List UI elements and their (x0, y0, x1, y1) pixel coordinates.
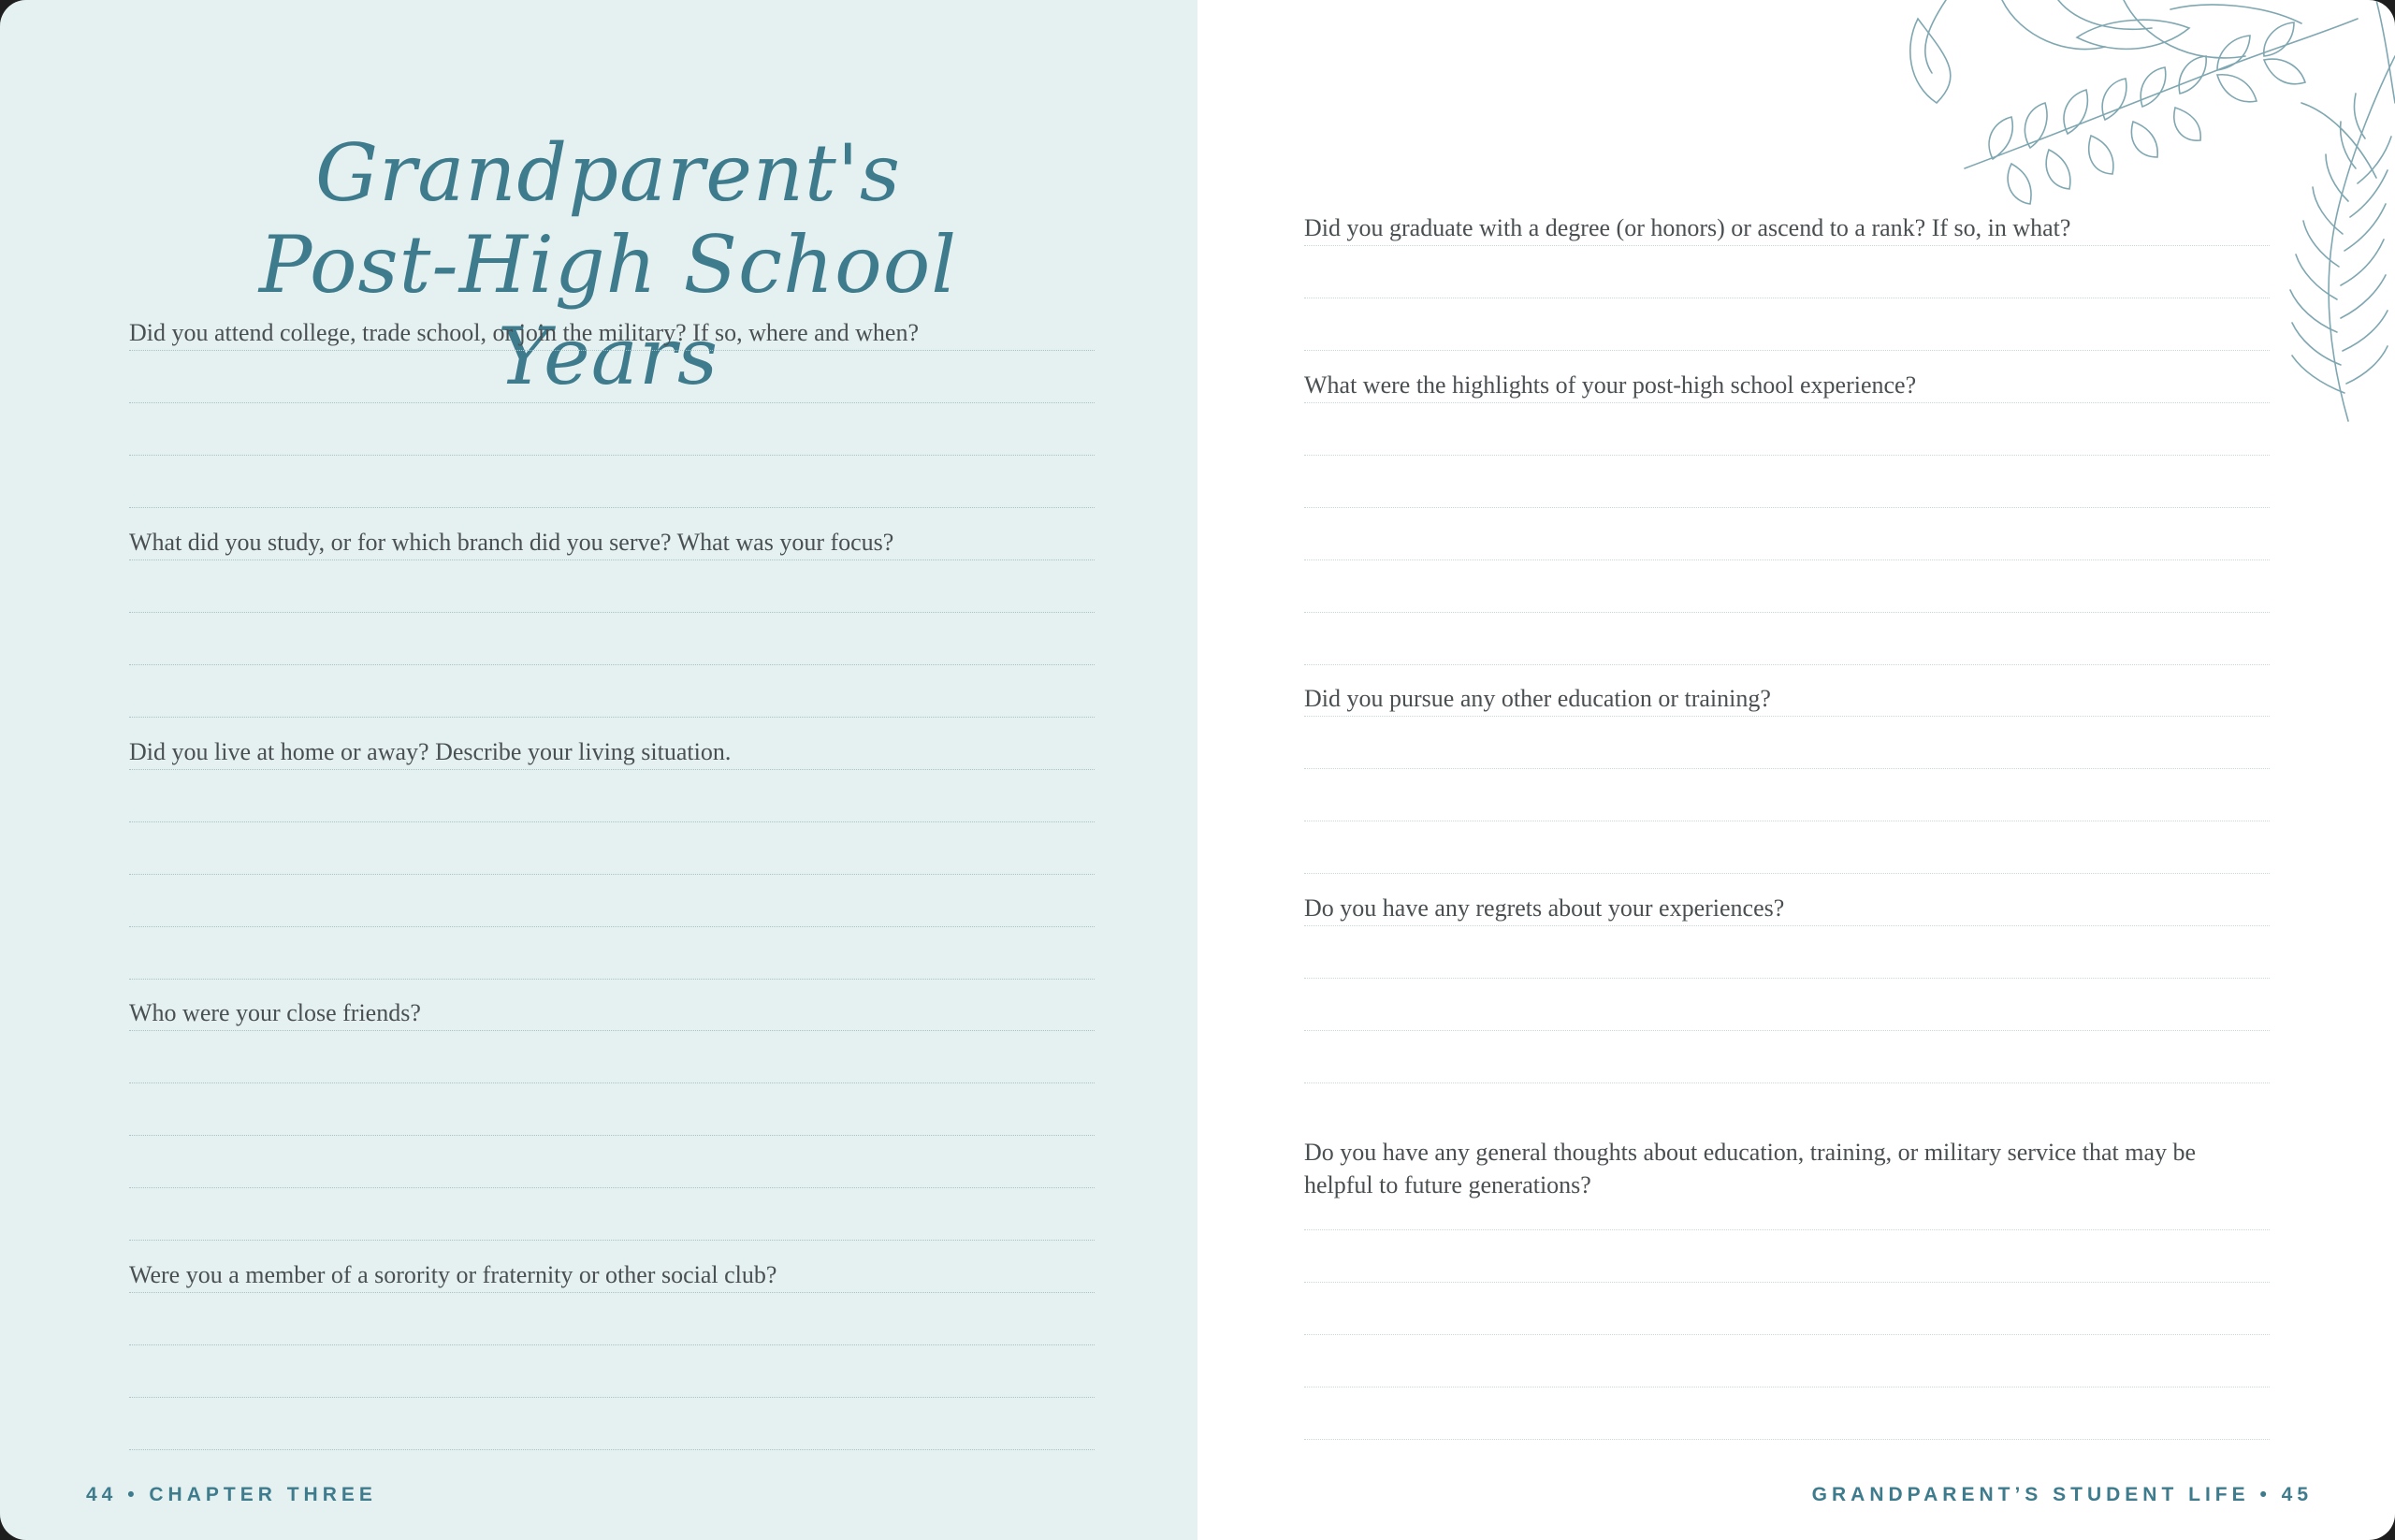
writing-line[interactable] (1304, 1230, 2270, 1283)
writing-line[interactable] (129, 1398, 1095, 1450)
question-block (1304, 1136, 2270, 1440)
writing-line[interactable] (1304, 613, 2270, 665)
title-line-1: Grandparent's (315, 127, 901, 220)
writing-line[interactable] (129, 403, 1095, 456)
writing-line[interactable] (1304, 1283, 2270, 1335)
writing-line[interactable] (1304, 403, 2270, 456)
writing-line[interactable] (1304, 1031, 2270, 1083)
writing-line[interactable] (1304, 508, 2270, 560)
writing-line[interactable] (1304, 1335, 2270, 1387)
question-text: Did you pursue any other education or training? (1304, 682, 2270, 717)
page-footer-right: GRANDPARENT’S STUDENT LIFE • 45 (1811, 1484, 2313, 1505)
question-text: Were you a member of a sorority or fraternity or other social club? (129, 1258, 1095, 1293)
writing-line[interactable] (1304, 1387, 2270, 1440)
question-block (129, 735, 1095, 980)
writing-line[interactable] (129, 1136, 1095, 1188)
writing-line[interactable] (129, 875, 1095, 927)
writing-line[interactable] (129, 456, 1095, 508)
writing-line[interactable] (129, 1031, 1095, 1083)
question-text: Did you attend college, trade school, or join the military? If so, where and when? (129, 316, 1095, 351)
writing-line[interactable] (1304, 979, 2270, 1031)
question-block (1304, 892, 2270, 1083)
question-text: Do you have any general thoughts about education, training, or military service that may be helpful to future generations? (1304, 1136, 2270, 1230)
writing-line[interactable] (129, 351, 1095, 403)
question-text: Who were your close friends? (129, 996, 1095, 1031)
question-text: Do you have any regrets about your experiences? (1304, 892, 2270, 926)
writing-line[interactable] (129, 822, 1095, 875)
right-page (1198, 0, 2395, 1540)
question-text: Did you graduate with a degree (or honors) or ascend to a rank? If so, in what? (1304, 211, 2270, 246)
writing-line[interactable] (1304, 298, 2270, 351)
writing-line[interactable] (129, 1293, 1095, 1345)
writing-line[interactable] (129, 613, 1095, 665)
question-text: What did you study, or for which branch did you serve? What was your focus? (129, 526, 1095, 560)
writing-line[interactable] (129, 560, 1095, 613)
writing-line[interactable] (1304, 821, 2270, 874)
writing-line[interactable] (1304, 456, 2270, 508)
writing-line[interactable] (1304, 717, 2270, 769)
question-text: What were the highlights of your post-high school experience? (1304, 369, 2270, 403)
question-block (1304, 682, 2270, 874)
question-block (1304, 211, 2270, 351)
question-block (129, 316, 1095, 508)
title-line-2: Post-High School Years (258, 219, 958, 403)
writing-line[interactable] (129, 770, 1095, 822)
page-footer-left: 44 • CHAPTER THREE (86, 1484, 377, 1505)
writing-line[interactable] (129, 1345, 1095, 1398)
writing-line[interactable] (1304, 246, 2270, 298)
writing-line[interactable] (129, 1083, 1095, 1136)
question-text: Did you live at home or away? Describe your living situation. (129, 735, 1095, 770)
question-block (129, 996, 1095, 1241)
writing-line[interactable] (129, 665, 1095, 718)
question-block (1304, 369, 2270, 665)
writing-line[interactable] (129, 927, 1095, 980)
question-block (129, 526, 1095, 718)
writing-line[interactable] (129, 1188, 1095, 1241)
writing-line[interactable] (1304, 769, 2270, 821)
question-block (129, 1258, 1095, 1450)
writing-line[interactable] (1304, 926, 2270, 979)
writing-line[interactable] (1304, 560, 2270, 613)
